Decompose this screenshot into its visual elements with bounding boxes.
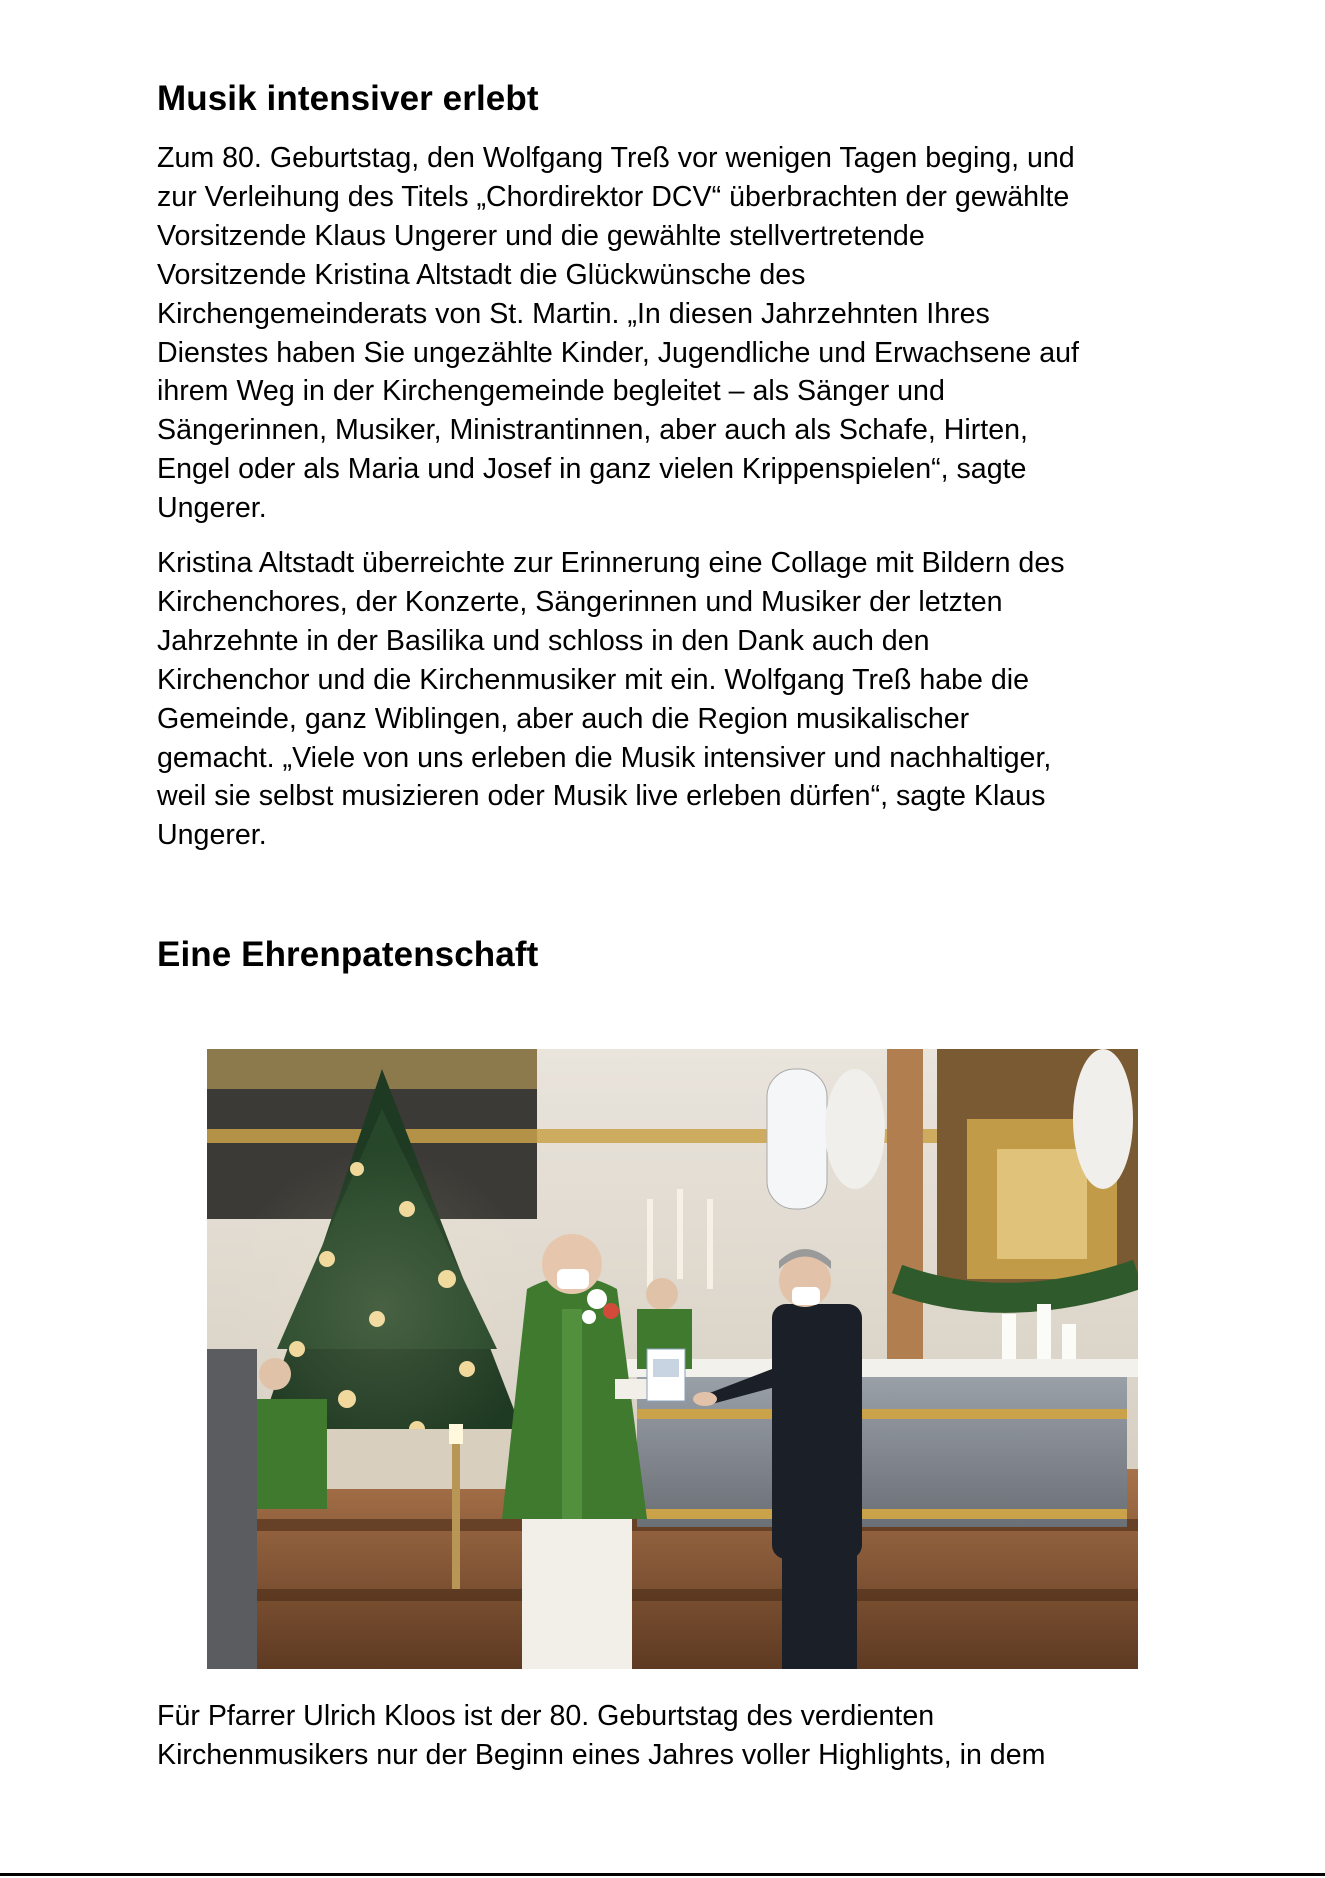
text-line: Engel oder als Maria und Josef in ganz vielen Krippenspielen“, sagte bbox=[157, 453, 1027, 486]
text-line: ihrem Weg in der Kirchengemeinde begleitet – als Sänger und bbox=[157, 375, 945, 408]
text-line: Kirchenchores, der Konzerte, Sängerinnen und Musiker der letzten bbox=[157, 585, 1003, 618]
paragraph-gratulation bbox=[157, 139, 1187, 528]
text-line: Kristina Altstadt überreichte zur Erinnerung eine Collage mit Bildern des bbox=[157, 547, 1065, 579]
text-line: gemacht. „Viele von uns erleben die Musik intensiver und nachhaltiger, bbox=[157, 741, 1052, 774]
text-line: Gemeinde, ganz Wiblingen, aber auch die Region musikalischer bbox=[157, 702, 970, 735]
text-line: zur Verleihung des Titels „Chordirektor DCV“ überbrachten der gewählte bbox=[157, 180, 1070, 213]
section-heading-ehrenpatenschaft: Eine Ehrenpatenschaft bbox=[157, 935, 539, 974]
text-line: Kirchenmusikers nur der Beginn eines Jahres voller Highlights, in dem bbox=[157, 1738, 1046, 1771]
paragraph-collage bbox=[157, 544, 1187, 855]
text-line: Kirchenchor und die Kirchenmusiker mit ein. Wolfgang Treß habe die bbox=[157, 663, 1030, 696]
section-heading-musik: Musik intensiver erlebt bbox=[157, 79, 539, 118]
text-line: Dienstes haben Sie ungezählte Kinder, Jugendliche und Erwachsene auf bbox=[157, 336, 1079, 369]
text-line: Sängerinnen, Musiker, Ministrantinnen, aber auch als Schafe, Hirten, bbox=[157, 414, 1028, 447]
paragraph-pfarrer bbox=[157, 1697, 1187, 1775]
text-line: Ungerer. bbox=[157, 492, 267, 525]
text-line: Vorsitzende Kristina Altstadt die Glückwünsche des bbox=[157, 258, 806, 291]
text-line: Kirchengemeinderats von St. Martin. „In diesen Jahrzehnten Ihres bbox=[157, 297, 990, 330]
church-ceremony-photo bbox=[207, 1049, 1138, 1669]
text-line: Vorsitzende Klaus Ungerer und die gewählte stellvertretende bbox=[157, 219, 925, 252]
text-line: Für Pfarrer Ulrich Kloos ist der 80. Geburtstag des verdienten bbox=[157, 1700, 935, 1732]
text-line: weil sie selbst musizieren oder Musik live erleben dürfen“, sagte Klaus bbox=[157, 780, 1046, 813]
text-line: Zum 80. Geburtstag, den Wolfgang Treß vor wenigen Tagen beging, und bbox=[157, 142, 1075, 174]
text-line: Jahrzehnte in der Basilika und schloss in den Dank auch den bbox=[157, 624, 930, 657]
text-line: Ungerer. bbox=[157, 819, 267, 852]
page-bottom-rule bbox=[0, 1873, 1325, 1876]
